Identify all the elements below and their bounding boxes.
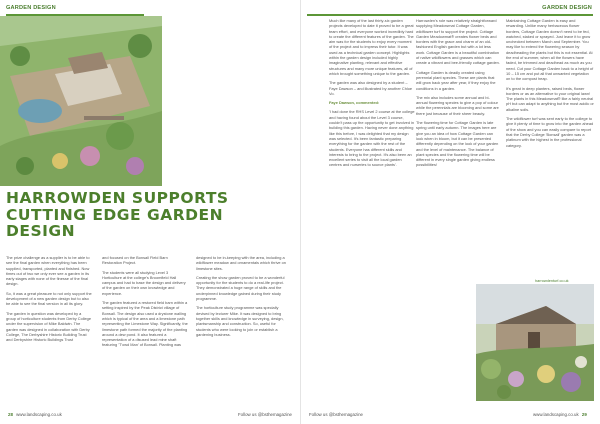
- paragraph: The students were all studying Level 3 Horticulture at the college's Broomfield Hall campus and had to base the design and delivery of the garden on their own knowledge and experience.: [102, 269, 186, 296]
- section-tag: GARDEN DESIGN: [542, 5, 592, 11]
- paragraph: The prize challenge as a supplier is to be able to see the final garden when everything has been supplied, transported, planted and finished. Now times out of two we only ever see a garden in its early stages with none of the finesse of the final design.: [6, 255, 90, 287]
- paragraph: and focused on the Bonsall Field Barn Restoration Project.: [102, 255, 168, 266]
- right-page: [300, 0, 600, 424]
- garden-photo: [476, 284, 594, 401]
- quote-paragraph: 'I had done the RHS Level 2 course at the college and having found about the Level 3 course, couldn't pass up the opportunity to get involved in building this garden. Having never done anything like this before, I was delighted that my design was selected. It's been fantastic preparing everything for the garden with the rest of the students. Everyone has different skills and interests to bring to the project. It's also been an excellent series to visit all the local garden centres and nurseries to source plants'.: [329, 109, 415, 168]
- paragraph: Creating the show garden proved to be a wonderful opportunity for the students to do a real-life project. They demonstrated a huge range of skills and the underpinned knowledge gained during their study programme.: [196, 274, 285, 302]
- paragraph: The garden featured a restored field barn within a setting inspired by the Peak District village of Bonsall. The design also used a drystone walling which is typical of the area and a limestone path representing the Limestone Way. Significantly, the limestone path formed the majority of the planting around a dew pond. It also featured a representation of a disused lead mine shaft featuring 'T'owd Man' of Bonsall. Planting was: [102, 300, 188, 348]
- page-number: 28: [8, 412, 13, 417]
- garden-illustration: [0, 16, 162, 186]
- left-column-2: [102, 255, 188, 352]
- paragraph: The flowering time for Cottage Garden is late spring until early autumn. The images here are give you an idea of how Cottage Garden can look when in bloom, but it can be presented differently depending on the look of your garden and the level of maintenance. The balance of plant species and the flowering time will be different in every single garden giving endless possibilities!: [416, 120, 499, 168]
- footer-url[interactable]: www.landscaping.co.uk: [533, 412, 579, 417]
- right-column-3: [506, 18, 594, 152]
- right-footer-social: [309, 412, 363, 417]
- footer-social[interactable]: Follow us @bsthemagazine: [309, 412, 363, 417]
- right-footer: [533, 412, 589, 417]
- quote-label: Faye Dawson, commented:: [329, 100, 380, 106]
- article-headline: HARROWDEN SUPPORTS CUTTING EDGE GARDEN DESIGN: [6, 189, 229, 240]
- paragraph: Harrowden's role was relatively straightforward supplying Meadowmat Cottage Garden, wildflower turf to support the project. Cottage Garden Meadowmat® creates flower beds and borders with the grace and charm of an old-fashioned English garden but with a lot less work. Cottage Garden is a beautiful combination of native wildflowers and grasses which can create a vibrant and bee-friendly cottage garden.: [416, 18, 500, 66]
- left-footer: [6, 412, 62, 417]
- left-column-1: [6, 255, 92, 346]
- footer-social[interactable]: Follow us @bsthemagazine: [238, 412, 292, 417]
- footer-url[interactable]: www.landscaping.co.uk: [16, 412, 62, 417]
- paragraph: The garden in question was developed by a group of horticulture students from Derby College under the supervision of Mike Baldwin. The garden was designed in collaboration with Derby College, The Derbyshire Historic Building Trust and Derbyshire Historic Buildings Trust: [6, 310, 91, 343]
- paragraph: The mix also includes some annual and bi-annual flowering species to give a pop of colour while the perennials are blooming and some are there just because of their sheer beauty.: [416, 94, 499, 116]
- left-footer-social: [238, 412, 292, 417]
- paragraph: So, it was a great pleasure to not only support the development of a new garden design but to also be able to see the final version in all its glory.: [6, 290, 92, 307]
- right-column-1: [329, 18, 415, 172]
- paragraph: The wildflower turf was sent early to the college to give it plenty of time to grow into the garden ahead of the show and you can easily compare to report that the Derby College 'Bonsall' garden was a platinum with the highest in the professional category.: [506, 116, 594, 148]
- paragraph: Maintaining Cottage Garden is easy and rewarding. Unlike many herbaceous flower borders, Cottage Garden doesn't need to be fed, watched, staked or sprayed. Just leave it to grow unchecked between March and September. You may like to extend the flowering season by deadheading the plants but this is not essential. At the end of summer, when all the flowers have faded, be trimmed and deadhead as much as you need. Cut your Cottage Garden back to a height of 10 – 15 cm and put all that unwanted vegetation on to the compost heap.: [506, 18, 594, 82]
- page-number: 29: [581, 412, 587, 417]
- paragraph: The horticulture study programme was specially devised by lecturer Mike. It was designed to bring together skills and knowledge in surveying, design, plantsmanship and construction. So, useful for students who were looking to join or establish a gardening business.: [196, 305, 284, 337]
- paragraph: Much like many of the last thirty-six garden projects developed to date it proved to be a great team effort, and everyone worked incredibly hard to create the different features of the garden. The aim was for the students to enjoy every moment of the project and to impress their tutor. It was used as a technical garden concept. Highlights within the garden design included highly imaginative planting, relevant and effective structures and many more unique features, all of which brought something unique to the garden.: [329, 18, 414, 76]
- left-column-3: [196, 255, 288, 341]
- right-column-2: [416, 18, 500, 172]
- paragraph: It's great in deep planters, raised beds, flower borders or as an alternative to your original lawn! The plants in this Meadowmat® like a fairly neutral pH but can adapt to anything but the most acidic or alkaline soils.: [506, 85, 594, 112]
- paragraph: Cottage Garden is deadly created using perennial plant species. These are plants that will grow back year after year, if they enjoy the conditions in a garden.: [416, 69, 496, 91]
- paragraph: designed to be in-keeping with the area, including a wildflower meadow and ornamentals which thrive on limestone sites.: [196, 255, 286, 271]
- section-tag: GARDEN DESIGN: [6, 5, 56, 11]
- paragraph: The garden was also designed by a student – Faye Dawson – and illustrated by another Chloe Vo.: [329, 80, 413, 96]
- garden-photo-image: [476, 284, 594, 401]
- photo-caption[interactable]: harrowdenturf.co.uk: [535, 279, 569, 283]
- garden-hero-illustration: [0, 16, 162, 186]
- section-rule: [307, 14, 593, 16]
